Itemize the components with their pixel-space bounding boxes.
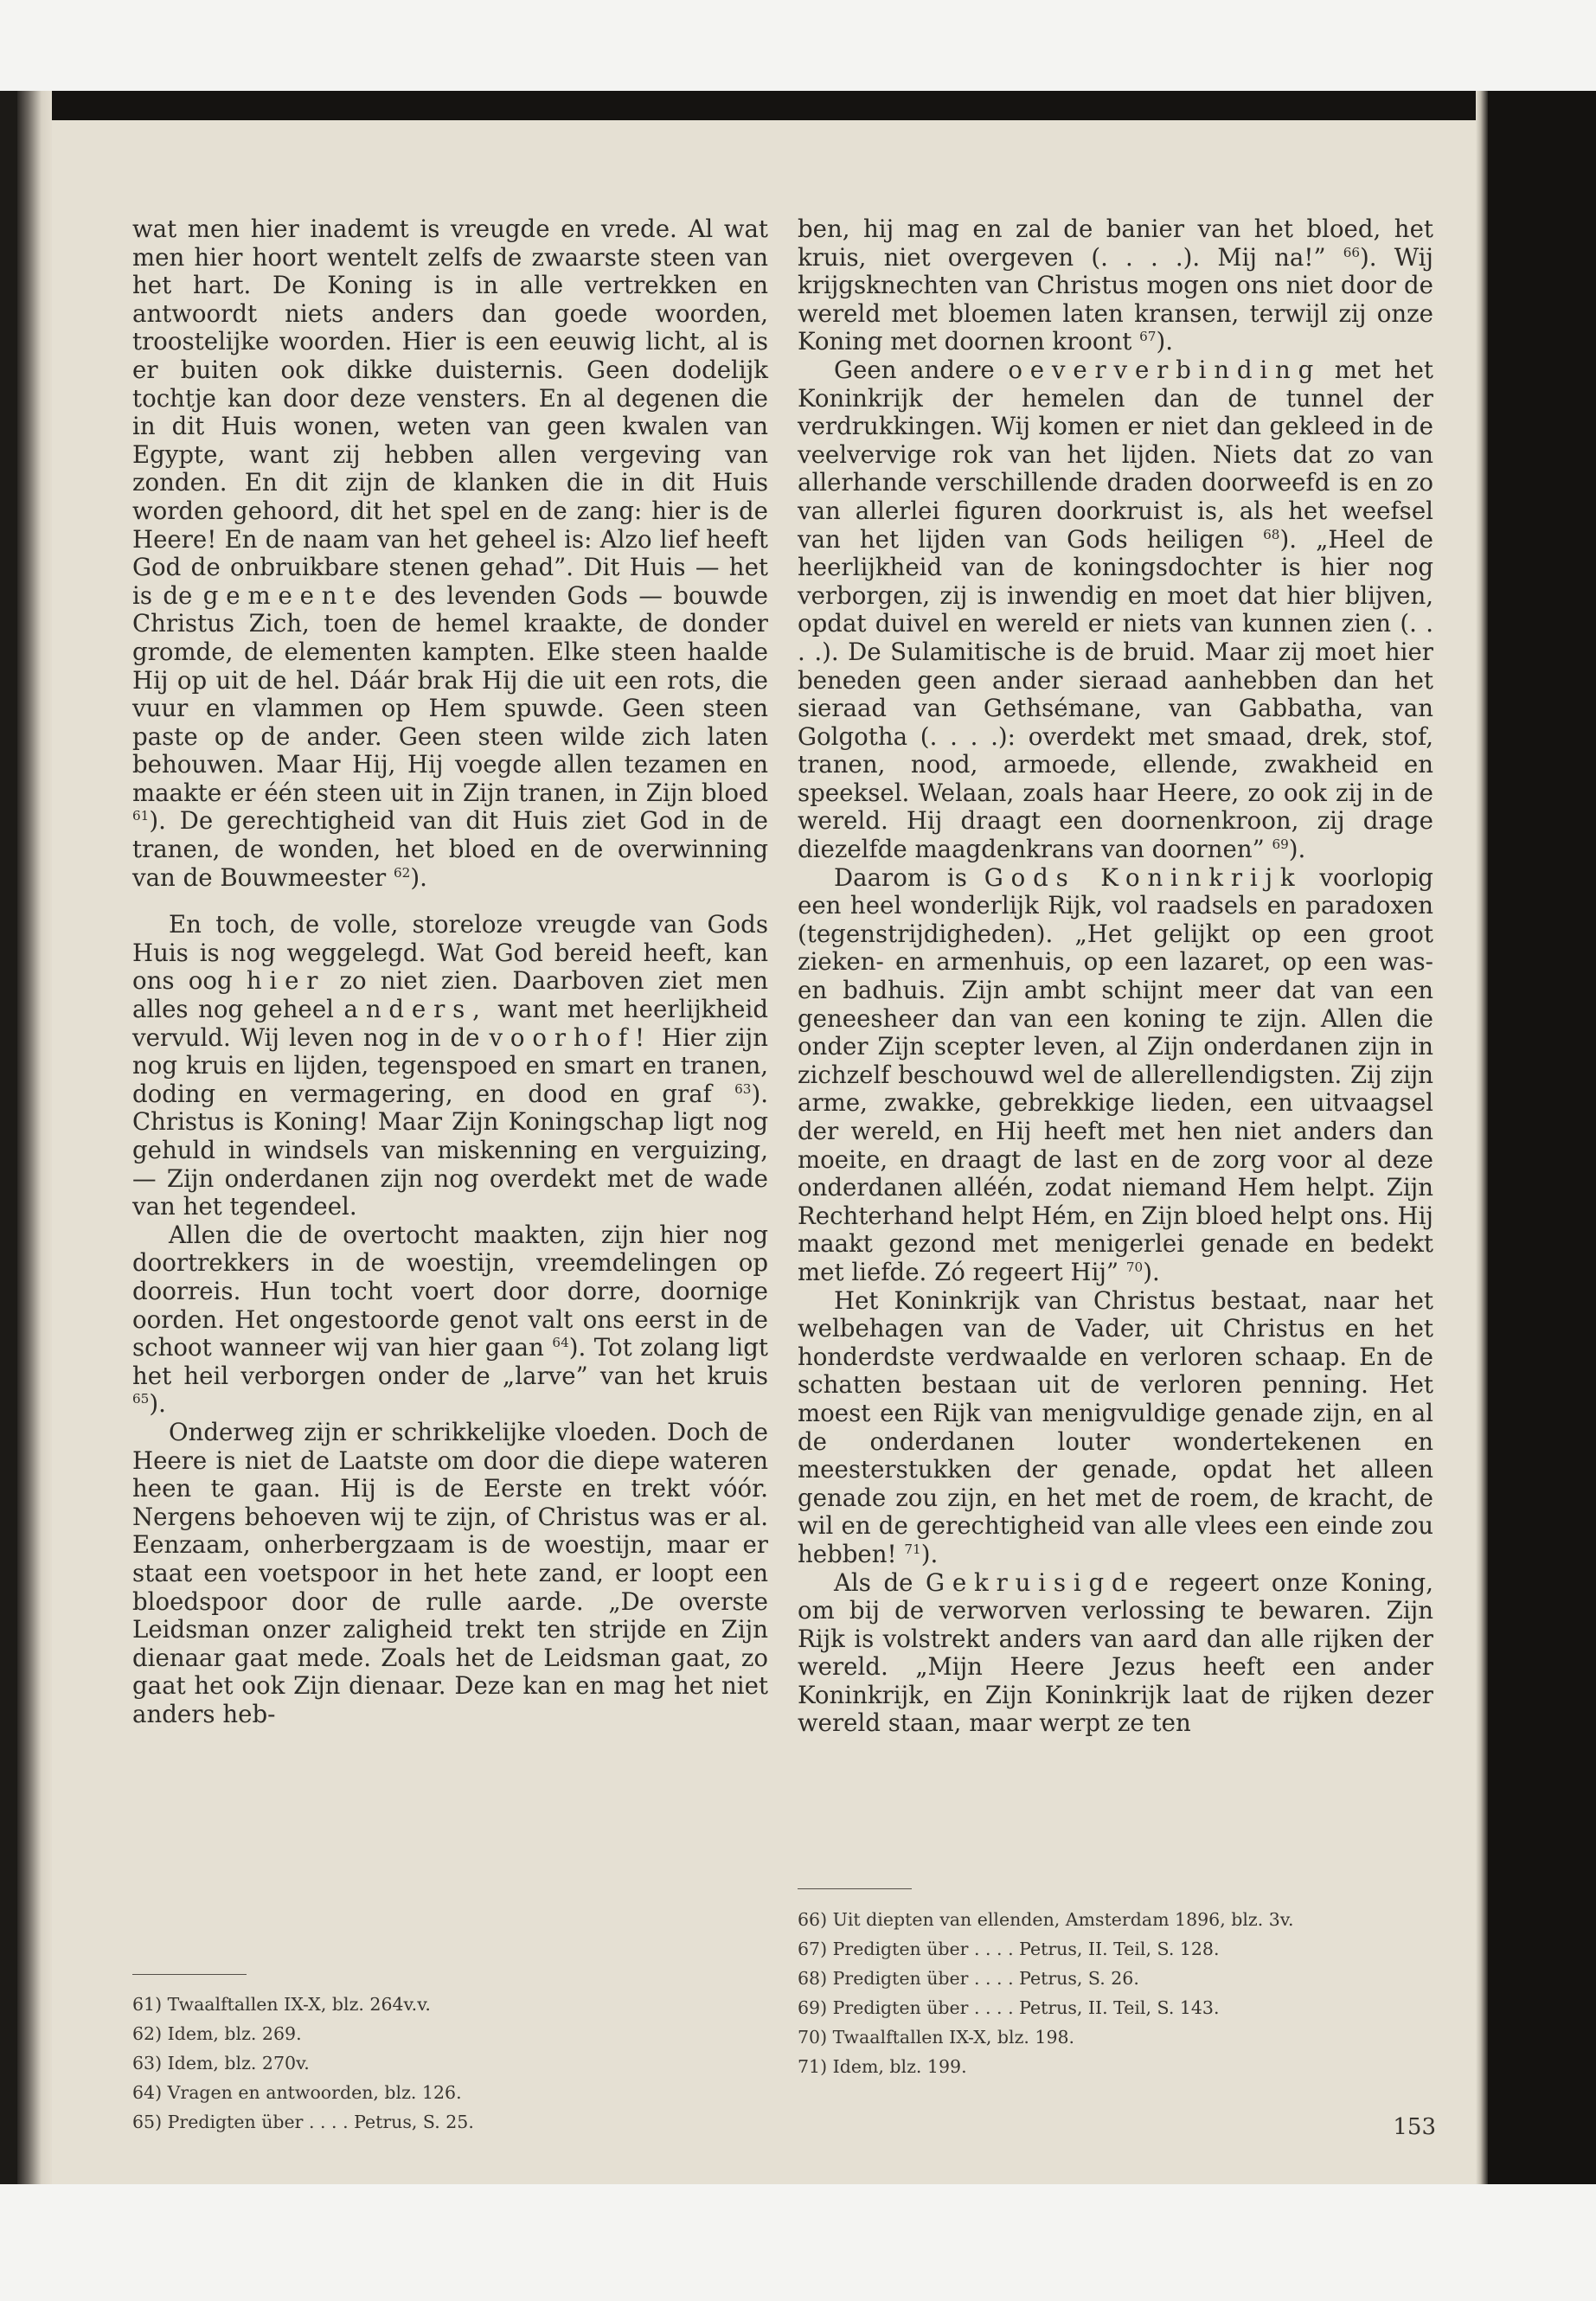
- page-right-edge: [1476, 91, 1488, 2184]
- footnote: 63) Idem, blz. 270v.: [132, 2053, 310, 2073]
- footnote-ref: 68: [1263, 526, 1280, 542]
- footnote-ref: 63: [734, 1080, 752, 1097]
- footnote-ref: 67: [1139, 329, 1157, 345]
- paragraph: ben, hij mag en zal de banier van het bloed, het kruis, niet overgeven (. . . .). Mij na!” $^{66}$). Wij krijgsknechten van Christus mogen ons niet door de wereld met bloemen laten kransen, terwijl zij onze Koning met doornen kroont $^{67}$).: [798, 215, 1433, 356]
- emphasis-text: oeververbinding: [1008, 355, 1322, 384]
- emphasis-text: hier: [246, 966, 326, 996]
- paragraph: En toch, de volle, storeloze vreugde van Gods Huis is nog weggelegd. Wat God bereid heeft, kan ons oog hier zo niet zien. Daarboven ziet men alles nog geheel anders, want met heerlijkheid vervuld. Wij leven nog in de voorhof! Hier zijn nog kruis en lijden, tegenspoed en smart en tranen, doding en vermagering, en dood en graf $^{63}$). Christus is Koning! Maar Zijn Koningschap ligt nog gehuld in windsels van miskenning en verguizing, — Zijn onderdanen zijn nog overdekt met de wade van het tegendeel.: [132, 910, 768, 1221]
- footnote-ref: 69: [1272, 836, 1289, 852]
- footnote: 62) Idem, blz. 269.: [132, 2023, 302, 2044]
- footnote-ref: 64: [552, 1334, 569, 1350]
- paragraph: Als de Gekruisigde regeert onze Koning, om bij de verworven verlossing te bewaren. Zijn Rijk is volstrekt anders van aard dan alle rijken der wereld. „Mijn Heere Jezus heeft een ander Koninkrijk, en Zijn Koninkrijk laat de rijken dezer wereld staan, maar werpt ze ten: [798, 1567, 1433, 1738]
- footnote-ref: 61: [132, 808, 150, 824]
- emphasis-text: gemeente: [202, 580, 384, 610]
- emphasis-text: anders,: [343, 995, 488, 1024]
- ellipsis: . . . .: [798, 609, 1433, 666]
- footnote: 66) Uit diepten van ellenden, Amsterdam 1896, blz. 3v.: [798, 1909, 1294, 1930]
- ellipsis: . . . .: [1100, 242, 1183, 272]
- footnote-divider: [132, 1974, 247, 1975]
- footnote-ref: 71: [904, 1541, 921, 1557]
- footnote: 61) Twaalftallen IX-X, blz. 264v.v.: [132, 1994, 431, 2015]
- footnote: 68) Predigten über . . . . Petrus, S. 26.: [798, 1968, 1139, 1989]
- book-cover-right: [1488, 91, 1596, 2184]
- footnotes-right: [798, 1905, 1420, 2081]
- footnote: 69) Predigten über . . . . Petrus, II. Teil, S. 143.: [798, 1997, 1220, 2018]
- paragraph: Allen die de overtocht maakten, zijn hier nog doortrekkers in de woestijn, vreemdelingen op doorreis. Hun tocht voert door dorre, doornige oorden. Het ongestoorde genot valt ons eerst in de schoot wanneer wij van hier gaan $^{64}$). Tot zolang ligt het heil verborgen onder de „larve” van het kruis $^{65}$).: [132, 1220, 768, 1419]
- right-column: [798, 215, 1433, 1738]
- footnote-ref: 62: [394, 864, 411, 881]
- scan-top-margin: [0, 0, 1596, 91]
- paragraph: Het Koninkrijk van Christus bestaat, naar het welbehagen van de Vader, uit Christus en het honderdste verdwaalde en verloren schaap. En de schatten bestaan uit de verloren penning. Het moest een Rijk van menigvuldige genade zijn, en al de onderdanen louter wondertekenen en meesterstukken der genade, opdat het alleen genade zou zijn, en het met de roem, de kracht, de wil en de gerechtigheid van alle vlees een einde zou hebben! $^{71}$).: [798, 1285, 1433, 1568]
- footnote: 67) Predigten über . . . . Petrus, II. Teil, S. 128.: [798, 1939, 1220, 1959]
- footnote: 71) Idem, blz. 199.: [798, 2056, 967, 2077]
- left-column: [132, 215, 768, 1728]
- footnote-ref: 65: [132, 1391, 150, 1407]
- footnote: 65) Predigten über . . . . Petrus, S. 25.: [132, 2112, 474, 2132]
- page-number: 153: [1393, 2114, 1436, 2140]
- footnote-ref: 70: [1125, 1259, 1144, 1275]
- paragraph: wat men hier inademt is vreugde en vrede. Al wat men hier hoort wentelt zelfs de zwaarste steen van het hart. De Koning is in alle vertrekken en antwoordt niets anders dan goede woorden, troostelijke woorden. Hier is een eeuwig licht, al is er buiten ook dikke duisternis. Geen dodelijk tochtje kan door deze vensters. En al degenen die in dit Huis wonen, weten van geen kwalen van Egypte, want zij hebben allen vergeving van zonden. En dit zijn de klanken die in dit Huis worden gehoord, dit het spel en de zang: hier is de Heere! En de naam van het geheel is: Alzo lief heeft God de onbruikbare stenen gehad”. Dit Huis — het is de gemeente des levenden Gods — bouwde Christus Zich, toen de hemel kraakte, de donder gromde, de elementen kampten. Elke steen haalde Hij op uit de hel. Dáár brak Hij die uit een rots, die vuur en vlammen op Hem spuwde. Geen steen paste op de ander. Geen steen wilde zich laten behouwen. Maar Hij, Hij voegde allen tezamen en maakte er één steen uit in Zijn tranen, in Zijn bloed $^{61}$). De gerechtigheid van dit Huis ziet God in de tranen, de wonden, het bloed en de overwinning van de Bouwmeester $^{62}$).: [132, 215, 768, 892]
- emphasis-text: voorhof!: [489, 1022, 652, 1052]
- footnotes-left: [132, 1990, 755, 2137]
- footnote-ref: 66: [1343, 244, 1361, 260]
- ellipsis: . . . .: [929, 721, 998, 751]
- paragraph: Onderweg zijn er schrikkelijke vloeden. Doch de Heere is niet de Laatste om door die diepe wateren heen te gaan. Hij is de Eerste en trekt vóór. Nergens behoeven wij te zijn, of Christus was er al. Eenzaam, onherbergzaam is de woestijn, maar er staat een voetspoor in het hete zand, er loopt een bloedspoor door de rulle aarde. „De overste Leidsman onzer zaligheid trekt ten strijde en Zijn dienaar gaat mede. Zoals het de Leidsman gaat, zo gaat het ook Zijn dienaar. Deze kan en mag het niet anders heb-: [132, 1417, 768, 1728]
- footnote: 70) Twaalftallen IX-X, blz. 198.: [798, 2027, 1075, 2048]
- book-spine: [0, 91, 17, 2184]
- emphasis-text: Gods Koninkrijk: [984, 862, 1303, 892]
- emphasis-text: Gekruisigde: [926, 1567, 1157, 1597]
- footnote: 64) Vragen en antwoorden, blz. 126.: [132, 2082, 462, 2103]
- book-gutter: [17, 91, 52, 2184]
- footnote-divider: [798, 1888, 912, 1889]
- paragraph: Geen andere oeververbinding met het Koninkrijk der hemelen dan de tunnel der verdrukkingen. Wij komen er niet dan gekleed in de veelvervige rok van het lijden. Niets dat zo van allerhande verschillende draden doorweefd is en zo van allerlei figuren doorkruist is, als het weefsel van het lijden van Gods heiligen $^{68}$). „Heel de heerlijkheid van de koningsdochter is hier nog verborgen, zij is inwendig en moet dat hier blijven, opdat duivel en wereld er niets van kunnen zien (. . . .). De Sulamitische is de bruid. Maar zij moet hier beneden geen ander sieraad aanhebben dan het sieraad van Gethsémane, van Gabbatha, van Golgotha (. . . .): overdekt met smaad, drek, stof, tranen, nood, armoede, ellende, zwakheid en speeksel. Welaan, zoals haar Heere, zo ook zij in de wereld. Hij draagt een doornenkroon, zij drage diezelfde maagdenkrans van doornen” $^{69}$).: [798, 355, 1434, 864]
- paragraph: Daarom is Gods Koninkrijk voorlopig een heel wonderlijk Rijk, vol raadsels en paradoxen (tegenstrijdigheden). „Het gelijkt op een groot zieken- en armenhuis, op een lazaret, op een was- en badhuis. Zijn ambt schijnt meer dat van een geneesheer dan van een koning te zijn. Allen die onder Zijn scepter leven, al Zijn onderdanen zijn in zichzelf beschouwd wel de allerellendigsten. Zij zijn arme, zwakke, gebrekkige lieden, een uitvaagsel der wereld, en Hij heeft met hen niet anders dan moeite, en draagt de last en de zorg voor al deze onderdanen alléén, zodat niemand Hem helpt. Zijn Rechterhand helpt Hém, en Zijn bloed helpt ons. Hij maakt gezond met menigerlei genade en bedekt met liefde. Zó regeert Hij” $^{70}$).: [798, 862, 1433, 1286]
- scan-bottom-margin: [0, 2184, 1596, 2301]
- book-top-edge: [0, 91, 1596, 120]
